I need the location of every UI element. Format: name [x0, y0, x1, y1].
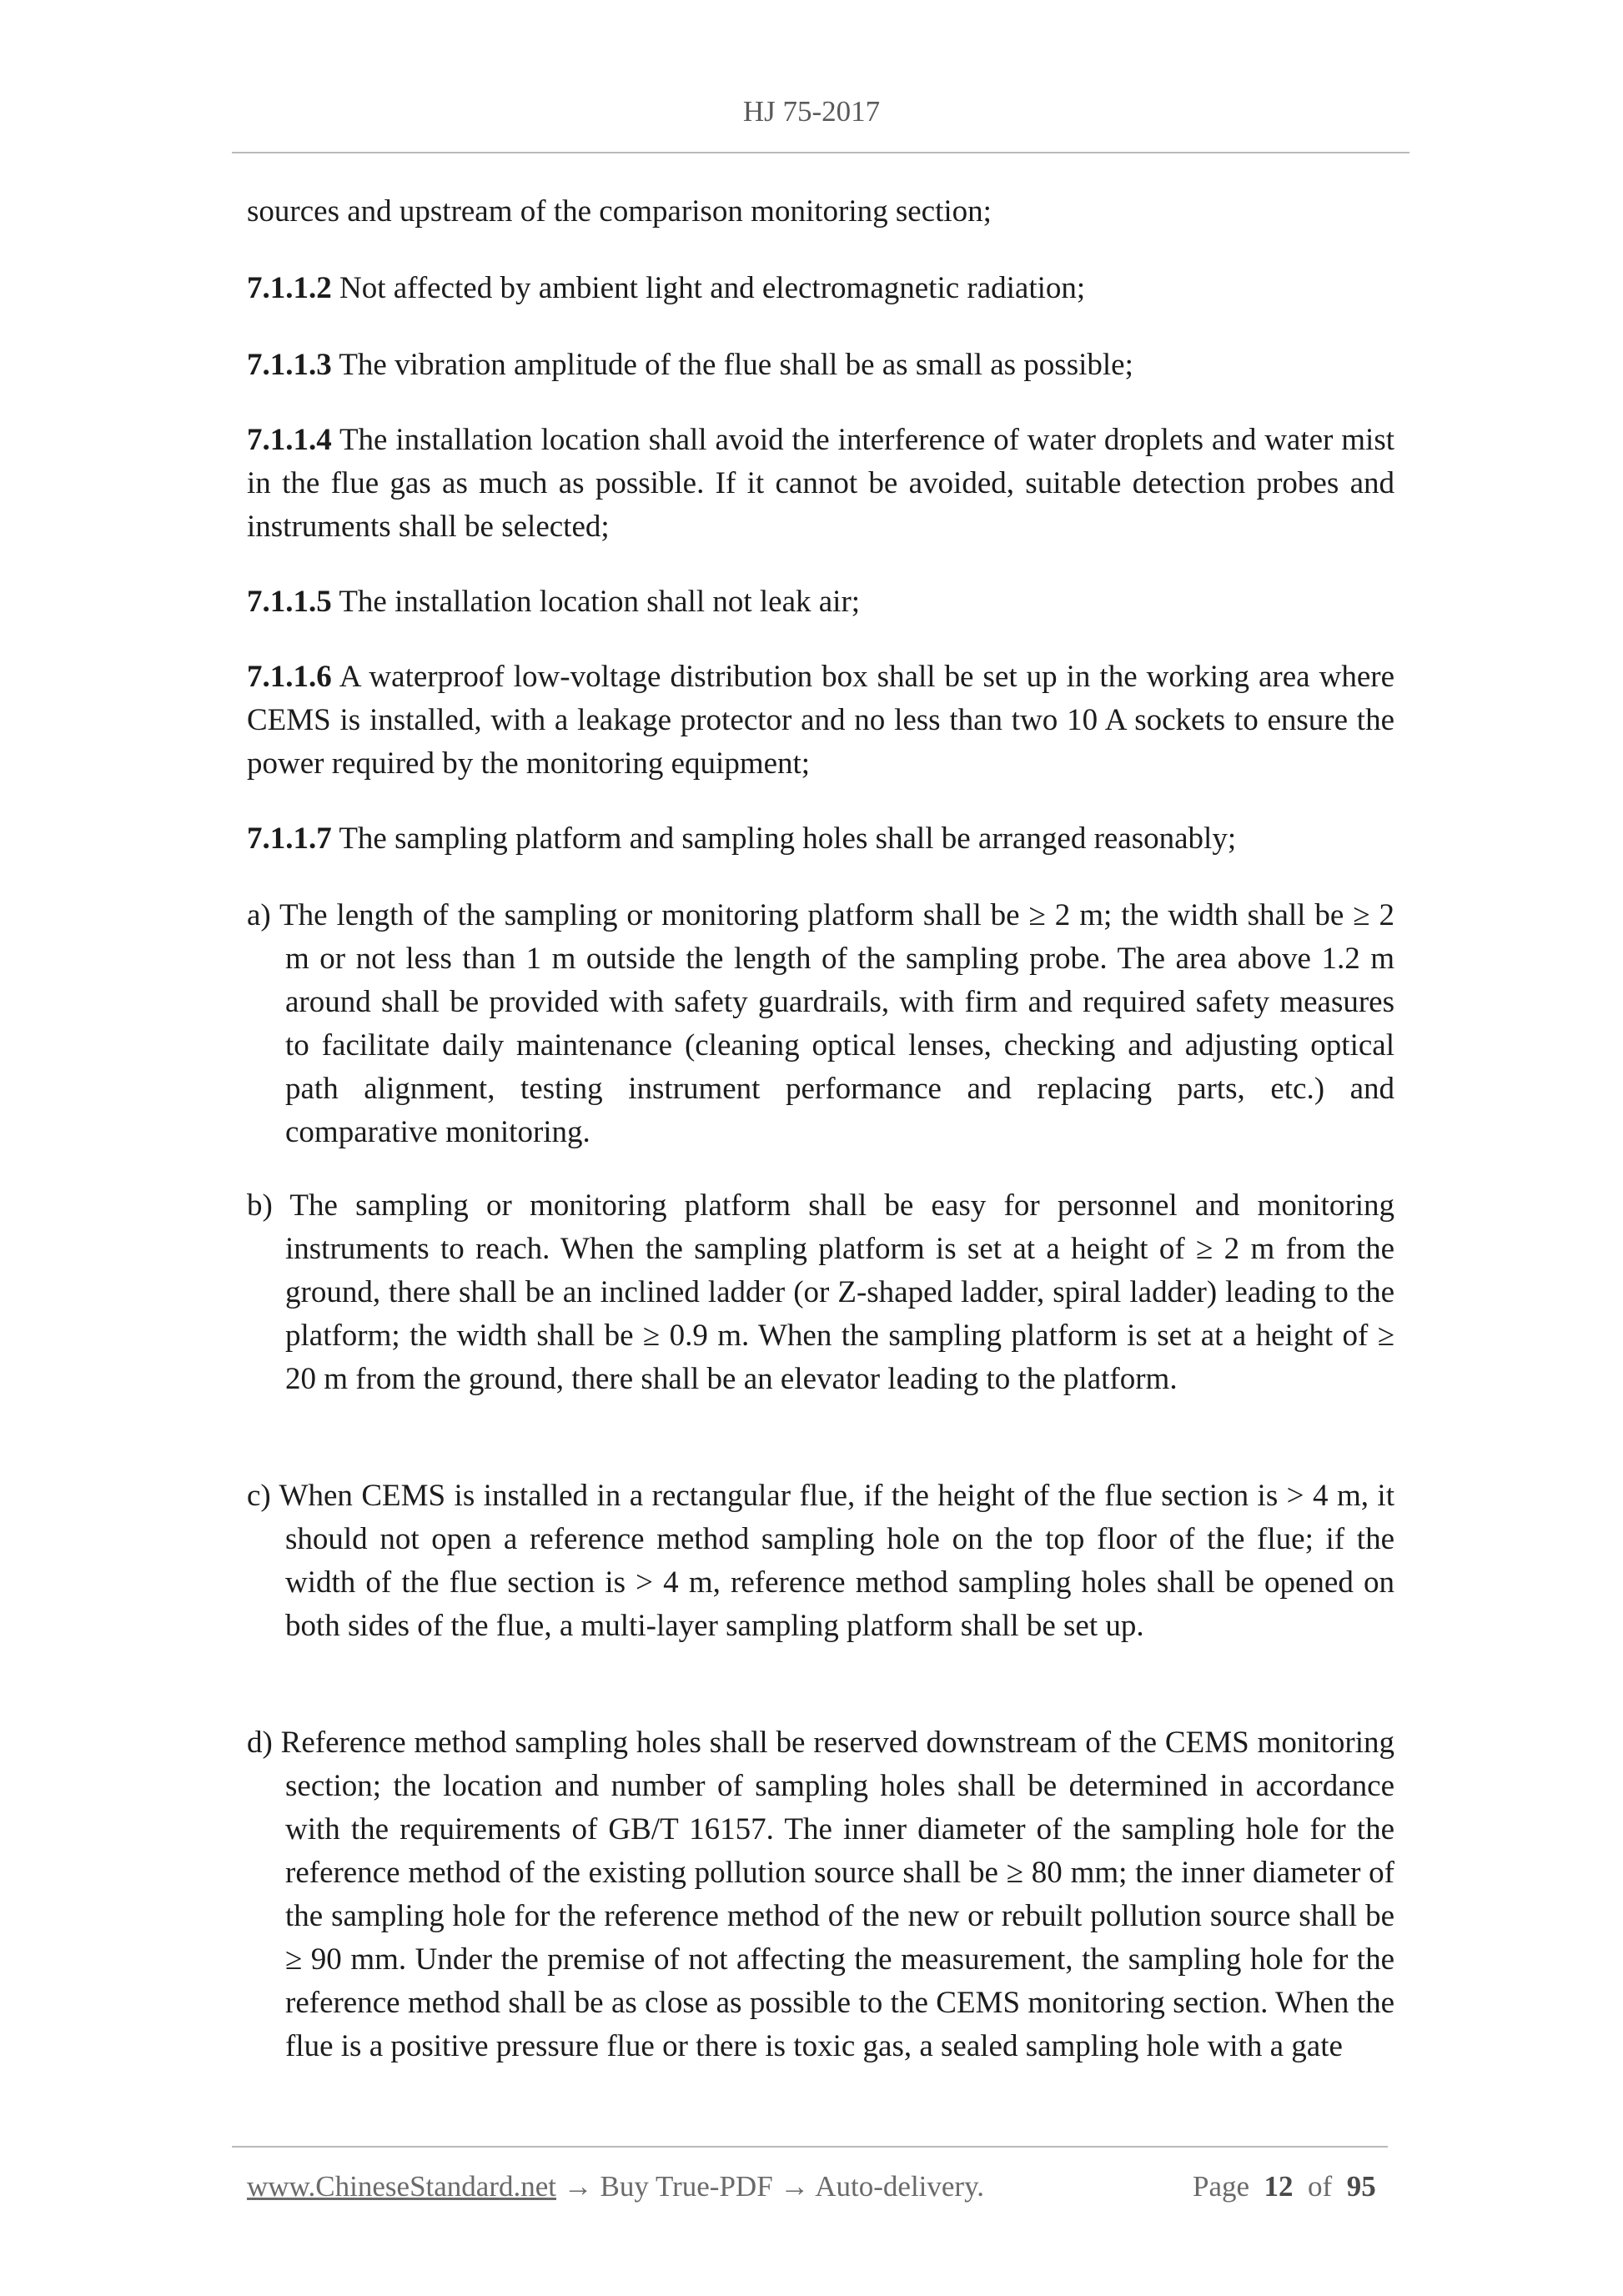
- clause-text: A waterproof low-voltage distribution box shall be set up in the working area where CEMS is installed, with a leakage protector and no less than two 10 A sockets to ensure the power required by the monitoring equipment;: [247, 660, 1394, 781]
- list-item-d: [247, 1721, 1394, 2068]
- auto-delivery-text: Auto-delivery.: [815, 2170, 985, 2203]
- paragraph-block: [247, 190, 1394, 234]
- list-item-text: d) Reference method sampling holes shall be reserved downstream of the CEMS monitoring section; the location and number of sampling holes shall be determined in accordance with the requirements of GB/T 16157. The inner diameter of the sampling hole for the reference method of the existing pollution source shall be ≥ 80 mm; the inner diameter of the sampling hole for the reference method of the new or rebuilt pollution source shall be ≥ 90 mm. Under the premise of not affecting the measurement, the sampling hole for the reference method shall be as close as possible to the CEMS monitoring section. When the flue is a positive pressure flue or there is toxic gas, a sealed sampling hole with a gate: [247, 1726, 1394, 2063]
- page-of-label: of: [1308, 2170, 1333, 2203]
- clause-text: The installation location shall not leak air;: [331, 585, 861, 619]
- list-item-c: [247, 1475, 1394, 1648]
- website-link[interactable]: www.ChineseStandard.net: [247, 2170, 556, 2203]
- clause-number: 7.1.1.2: [247, 271, 332, 305]
- list-item-text: c) When CEMS is installed in a rectangular flue, if the height of the flue section is > 4 m, it should not open a reference method sampling hole on the top floor of the flue; if the width of the flue section is > 4 m, reference method sampling holes shall be opened on both sides of the flue, a multi-layer sampling platform shall be set up.: [247, 1479, 1394, 1643]
- clause-number: 7.1.1.6: [247, 660, 332, 694]
- clause-7-1-1-3: [247, 344, 1394, 387]
- footer-divider: [232, 2146, 1388, 2148]
- list-item-text: b) The sampling or monitoring platform shall be easy for personnel and monitoring instruments to reach. When the sampling platform is set at a height of ≥ 2 m from the ground, there shall be an inclined ladder (or Z-shaped ladder, spiral ladder) leading to the platform; the width shall be ≥ 0.9 m. When the sampling platform is set at a height of ≥ 20 m from the ground, there shall be an elevator leading to the platform.: [247, 1188, 1394, 1396]
- clause-7-1-1-2: [247, 267, 1394, 310]
- footer-links: [247, 2170, 984, 2203]
- page-label: Page: [1193, 2170, 1250, 2203]
- clause-number: 7.1.1.7: [247, 821, 332, 856]
- arrow-icon: →: [772, 2170, 816, 2203]
- clause-text: Not affected by ambient light and electromagnetic radiation;: [331, 271, 1086, 305]
- list-item-a: [247, 894, 1394, 1154]
- clause-7-1-1-5: [247, 580, 1394, 624]
- arrow-icon: →: [556, 2170, 600, 2203]
- header-divider: [232, 152, 1409, 153]
- clause-number: 7.1.1.5: [247, 585, 332, 619]
- buy-pdf-text: Buy True-PDF: [600, 2170, 773, 2203]
- list-item-b: [247, 1184, 1394, 1401]
- clause-number: 7.1.1.4: [247, 423, 332, 457]
- current-page: 12: [1264, 2170, 1294, 2203]
- clause-7-1-1-6: [247, 656, 1394, 786]
- paragraph-continuation: [247, 190, 1394, 234]
- clause-7-1-1-7: [247, 817, 1394, 861]
- total-pages: 95: [1346, 2170, 1376, 2203]
- clause-text: The installation location shall avoid the interference of water droplets and water mist in the flue gas as much as possible. If it cannot be avoided, suitable detection probes and instruments shall be selected;: [247, 423, 1394, 544]
- paragraph-text: sources and upstream of the comparison monitoring section;: [247, 194, 992, 229]
- list-item-text: a) The length of the sampling or monitoring platform shall be ≥ 2 m; the width shall be ≥ 2 m or not less than 1 m outside the length of the sampling probe. The area above 1.2 m around shall be provided with safety guardrails, with firm and required safety measures to facilitate daily maintenance (cleaning optical lenses, checking and adjusting optical path alignment, testing instrument performance and replacing parts, etc.) and comparative monitoring.: [247, 898, 1394, 1149]
- page-header-title: HJ 75-2017: [742, 95, 881, 128]
- clause-text: The vibration amplitude of the flue shall be as small as possible;: [331, 348, 1133, 382]
- page-number: [1193, 2170, 1376, 2203]
- clause-number: 7.1.1.3: [247, 348, 332, 382]
- clause-text: The sampling platform and sampling holes shall be arranged reasonably;: [331, 821, 1237, 856]
- clause-7-1-1-4: [247, 419, 1394, 549]
